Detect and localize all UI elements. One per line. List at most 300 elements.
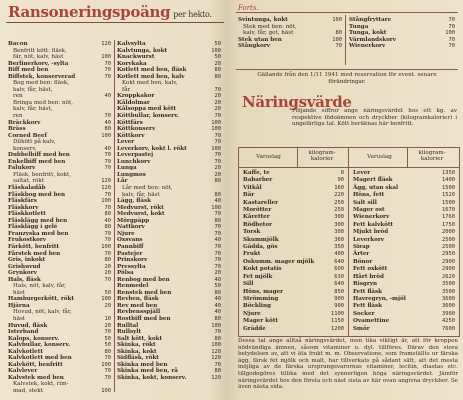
item-name: Renmedel <box>117 283 149 290</box>
item-name: Grädde <box>243 325 266 332</box>
item-name: Skinka med ben <box>117 361 168 368</box>
item-value: 0 <box>340 170 344 176</box>
item-value: 70 <box>214 257 221 264</box>
closing-paragraph: Dessa tal ange alltså näringsvärdet, men tika viktigt är, att för kroppen nödvändiga ämnen, såsom vitaminer o. dyl. tillföres. Därav den stora betydelsen av, att vi äta frukt m. m. Observatione, som framställts ur färska ägg, färsk fet mjölk och malt, har tillverkats på sådant sätt, att det mesta möjliga av de färska ursprungsvarornas vitaminer, lecitin, diastas etc. tillgodogöres tillika med det synnerligen höga näringsvärdet. Jämför näringsvärdet hos den första och näst sista av här ovan angivna dryckber. Se även nästa sida. <box>238 338 458 391</box>
item-name: Lår <box>117 178 128 185</box>
item-name: Hjärna <box>8 302 30 309</box>
item-value: 40 <box>214 296 221 303</box>
item-name: Sirap <box>353 244 370 251</box>
item-name: Rullsylt <box>117 329 142 336</box>
item-value: 70 <box>214 250 221 257</box>
item-name: Hårt bröd <box>353 273 384 280</box>
item-name: häst <box>13 289 26 296</box>
item-value: 100 <box>445 30 455 37</box>
item-value: 50 <box>214 283 221 290</box>
item-value: 20 <box>214 171 221 178</box>
list-item <box>8 388 111 395</box>
item-name: Bacon <box>8 41 28 47</box>
list-item <box>243 214 344 221</box>
page-title-naringsvarde: Näringsvärde <box>242 93 352 111</box>
item-name: Kalvbullar, konserv. <box>8 342 71 349</box>
item-value: 1100 <box>331 310 344 317</box>
item-name: Stek med ben: nöt, <box>243 23 297 30</box>
item-value: 40 <box>214 237 221 244</box>
points-column-1 <box>8 41 111 395</box>
item-name: Tunga, kokt <box>349 30 387 37</box>
list-item <box>243 244 344 251</box>
item-value: 100 <box>101 243 111 250</box>
list-item <box>243 259 344 266</box>
item-name: Lunga <box>117 165 137 172</box>
item-name: Pressylta <box>117 263 146 270</box>
list-item <box>353 311 455 318</box>
item-name: Smör <box>353 325 370 332</box>
item-name: kalv, får, häst, <box>13 86 53 93</box>
list-item <box>353 177 455 184</box>
item-name: Fett oxkött <box>353 266 388 273</box>
validity-note: Gällande från den 1/11 1941 med reservation för event. senare förändringar. <box>257 72 437 85</box>
list-item <box>243 222 344 229</box>
item-name: Leverkorv <box>353 236 385 243</box>
item-name: Bönor <box>353 258 373 265</box>
item-value: 100 <box>332 17 342 23</box>
item-name: Havregryn, -mjöl <box>353 295 406 302</box>
item-value: 1670 <box>442 207 455 214</box>
item-name: Franzyska med ben <box>8 230 69 237</box>
item-value: 100 <box>101 296 111 303</box>
item-name: Rödbetor <box>243 221 273 228</box>
item-name: Fet mjölk <box>243 273 273 280</box>
item-value: 80 <box>214 73 221 80</box>
item-name: Kalvkotlett <box>8 348 43 355</box>
list-item <box>353 303 455 310</box>
item-name: Magert fläsk <box>353 177 393 184</box>
item-name: Leverkorv, kokt l. rökt <box>117 145 187 152</box>
list-item <box>353 266 455 273</box>
item-value: 3500 <box>442 288 455 295</box>
list-item <box>353 237 455 244</box>
item-value: 640 <box>334 281 344 288</box>
item-value: 1350 <box>442 170 455 176</box>
list-item <box>243 266 344 273</box>
item-value: 70 <box>214 211 221 218</box>
item-value: 2500 <box>442 236 455 243</box>
page-title-ransoneringspoang <box>8 3 212 21</box>
item-name: Bog med ben: fläsk, <box>13 80 70 87</box>
list-item <box>353 251 455 258</box>
item-value: 20 <box>104 263 111 270</box>
item-name: kalv, får, häst, <box>13 106 53 113</box>
item-name: Biffstek, konserverad <box>8 73 76 80</box>
item-name: Kalvsylta <box>117 41 146 47</box>
item-value: 3900 <box>442 310 455 317</box>
item-value: 70 <box>104 368 111 375</box>
item-name: Fläskfärs <box>8 198 37 205</box>
item-name: Oskumm. mager mjölk <box>243 258 315 265</box>
item-value: 80 <box>104 126 111 133</box>
item-name: Fläskkorv <box>8 204 39 211</box>
item-value: 80 <box>214 368 221 375</box>
item-name: saltat, rökt <box>13 178 45 185</box>
item-name: Kastareller <box>243 199 279 206</box>
item-value: 70 <box>214 361 221 368</box>
item-value: 100 <box>101 361 111 368</box>
item-value: 1150 <box>331 318 344 325</box>
item-name: Morötter <box>243 207 272 214</box>
nutrition-column-2 <box>353 170 455 333</box>
item-value: 300 <box>334 221 344 228</box>
title-text: Ransoneringspoäng <box>8 3 171 21</box>
list-item <box>353 326 455 333</box>
item-value: 70 <box>104 191 111 198</box>
item-value: 50 <box>214 41 221 47</box>
item-name: Wienerkorv <box>349 43 386 50</box>
item-value: 70 <box>335 43 342 50</box>
item-value: 70 <box>448 17 455 23</box>
item-value: 40 <box>104 145 111 152</box>
item-name: Bräckkorv <box>8 119 41 126</box>
item-name: Köttfärs <box>117 119 143 126</box>
item-value: 20 <box>214 270 221 277</box>
item-name: Skinka, kokt, konserv. <box>117 374 187 381</box>
list-item <box>243 326 344 333</box>
item-value: 80 <box>104 257 111 264</box>
item-value: 80 <box>104 224 111 231</box>
item-name: Medvurst, rökt <box>117 204 164 211</box>
item-name: Torsk <box>243 229 261 236</box>
item-value: 2000 <box>442 229 455 236</box>
continued-box <box>236 12 458 70</box>
item-name: ren <box>13 93 23 100</box>
item-value: 70 <box>104 165 111 172</box>
item-name: Enkelbiff med ben <box>8 158 66 165</box>
item-name: Ägg, utan skal <box>353 184 399 191</box>
item-name: Strömming <box>243 295 279 302</box>
item-value: 100 <box>211 204 221 211</box>
item-name: Fläskbog med ben <box>8 191 66 198</box>
item-value: 1500 <box>442 199 455 206</box>
item-value: 40 <box>214 302 221 309</box>
table-center-divider <box>348 148 349 336</box>
list-item <box>243 303 344 310</box>
item-name: Dilkött på kalv, <box>13 139 56 146</box>
item-name: Skinka, kokt <box>117 348 157 355</box>
list-item <box>353 192 455 199</box>
item-value: 400 <box>334 251 344 258</box>
item-name: får <box>122 86 131 93</box>
item-name: Grishuvud <box>8 263 41 270</box>
item-name: Prinskorv <box>117 257 148 264</box>
item-value: 350 <box>334 244 344 251</box>
item-name: Rostbiff med ben <box>117 315 171 322</box>
item-name: Kalvkotlett med ben <box>8 355 72 362</box>
item-value: 70 <box>104 250 111 257</box>
header-divider-1 <box>297 148 298 167</box>
item-value: 80 <box>104 348 111 355</box>
item-name: Isterband <box>8 329 39 336</box>
item-name: Vitkål <box>243 184 262 191</box>
item-value: 70 <box>104 113 111 120</box>
item-name: Sidfläsk, rökt <box>117 355 159 362</box>
item-name: Hovud, nöt, kalv, får, <box>13 309 72 316</box>
item-value: 70 <box>104 158 111 165</box>
list-item <box>243 251 344 258</box>
points-column-2 <box>117 41 221 381</box>
continued-column-2 <box>349 17 455 50</box>
item-value: 100 <box>211 126 221 133</box>
list-item <box>243 274 344 281</box>
item-value: 80 <box>104 211 111 218</box>
item-value: 2950 <box>442 251 455 258</box>
item-name: Färkött, benfritt <box>8 243 60 250</box>
item-name: Kåretter <box>243 214 270 221</box>
item-name: Dubbelbiff med ben <box>8 152 70 159</box>
list-item <box>243 281 344 288</box>
list-item <box>243 200 344 207</box>
title-subtitle: per hekto. <box>173 10 212 19</box>
item-value: 360 <box>334 236 344 243</box>
item-name: Revben, fläsk <box>117 296 159 303</box>
item-value: 70 <box>104 204 111 211</box>
continued-label: Forts. <box>238 4 259 12</box>
item-value: 300 <box>334 229 344 236</box>
right-page <box>232 0 463 400</box>
item-value: 20 <box>104 322 111 329</box>
item-name: Kroppkakor <box>117 93 155 100</box>
item-name: Risgryn <box>353 281 378 288</box>
item-name: Lungmos <box>117 171 146 178</box>
item-name: Frukt <box>243 251 261 258</box>
item-value: 80 <box>214 289 221 296</box>
item-value: 1400 <box>442 177 455 184</box>
item-value: 70 <box>448 23 455 30</box>
item-name: Svintunga, kokt <box>238 17 288 23</box>
item-value: 100 <box>101 198 111 205</box>
item-value: 70 <box>214 263 221 270</box>
item-value: 70 <box>214 243 221 250</box>
item-value: 1200 <box>331 325 344 332</box>
column-divider <box>114 40 115 392</box>
item-value: 4250 <box>442 318 455 325</box>
item-name: Mager ost <box>353 207 385 214</box>
item-value: 1500 <box>442 184 455 191</box>
item-name: Kalvstek med ben <box>8 374 64 381</box>
item-value: 40 <box>214 309 221 316</box>
item-name: Kokt med ben, kalv, <box>122 80 178 87</box>
item-value: 2900 <box>442 258 455 265</box>
item-name: Köttbullar, konserv. <box>117 113 179 120</box>
item-value: 120 <box>211 374 221 381</box>
item-value: 80 <box>214 191 221 198</box>
item-value: 1520 <box>442 192 455 199</box>
item-name: Köttkonserv <box>117 126 156 133</box>
item-name: Kalvtunga, kokt <box>117 47 168 54</box>
item-name: Bär <box>243 192 255 199</box>
item-value: 300 <box>334 214 344 221</box>
item-value: 120 <box>101 185 111 192</box>
item-name: Oxsvans <box>117 237 143 244</box>
item-name: Bräss <box>8 126 26 133</box>
list-item <box>353 229 455 236</box>
item-value: 70 <box>104 73 111 80</box>
item-name: Kaffe, te <box>243 170 270 176</box>
item-name: ren <box>13 113 23 120</box>
list-item <box>243 237 344 244</box>
item-value: 100 <box>332 36 342 43</box>
item-value: 70 <box>104 374 111 381</box>
list-item <box>243 185 344 192</box>
item-name: Ärter <box>353 251 370 258</box>
item-value: 70 <box>104 237 111 244</box>
header-varuslag-1: Varuslag <box>256 154 281 160</box>
item-name: Revbensspjäll <box>117 309 161 316</box>
item-name: Korvkaka <box>117 60 147 67</box>
item-name: Kåldolmar <box>117 99 150 106</box>
list-item <box>243 177 344 184</box>
item-name: Kotlett med ben, fläsk <box>117 67 187 74</box>
item-name: Mager kött <box>243 318 278 325</box>
item-value: 120 <box>211 355 221 362</box>
item-value: 2500 <box>442 244 455 251</box>
item-name: Salt kött, kokt <box>117 335 163 342</box>
header-kalorier-1: kilogram-kalorier <box>308 150 336 163</box>
list-item <box>353 289 455 296</box>
item-name: kalv, får, häst <box>122 191 160 198</box>
item-name: Kalvlever <box>8 368 38 375</box>
item-name: mad, stekt <box>13 387 43 394</box>
item-name: Fläskaladåb <box>8 185 46 192</box>
item-name: Lunchkorv <box>117 158 151 165</box>
item-value: 40 <box>104 119 111 126</box>
item-name: Renbog med ben <box>117 276 170 283</box>
item-value: 250 <box>334 199 344 206</box>
item-value: 70 <box>214 224 221 231</box>
item-value: 70 <box>214 86 221 93</box>
item-name: Fläsklägg med ben <box>8 217 68 224</box>
item-value: 70 <box>214 132 221 139</box>
item-name: Mjukt bröd <box>353 229 389 236</box>
item-name: Nattkorv <box>117 224 145 231</box>
item-value: 70 <box>104 276 111 283</box>
item-name: Hals, fläsk <box>8 276 41 283</box>
list-item <box>353 214 455 221</box>
item-name: Stek utan ben <box>238 36 282 43</box>
continued-column-1 <box>238 17 342 50</box>
list-item <box>349 43 455 50</box>
list-item <box>353 274 455 281</box>
item-value: 70 <box>104 152 111 159</box>
list-item <box>117 375 221 382</box>
title-rule <box>6 22 224 23</box>
item-value: 3500 <box>442 281 455 288</box>
item-value: 3600 <box>442 303 455 310</box>
item-name: Frukostkorv <box>8 237 47 244</box>
item-value: 250 <box>334 207 344 214</box>
list-item <box>243 192 344 199</box>
list-item <box>243 311 344 318</box>
item-value: 40 <box>214 276 221 283</box>
item-value: 80 <box>214 315 221 322</box>
item-value: 20 <box>214 60 221 67</box>
item-name: häst <box>13 315 26 322</box>
item-name: Njure <box>243 310 261 317</box>
item-value: 80 <box>214 67 221 74</box>
item-name: Socker <box>353 310 375 317</box>
item-value: 50 <box>104 335 111 342</box>
item-value: 70 <box>104 60 111 67</box>
item-value: 1760 <box>442 214 455 221</box>
item-name: Wienerkorv <box>353 214 390 221</box>
item-value: 20 <box>214 99 221 106</box>
item-name: Skinka med ben, rå <box>117 368 178 375</box>
item-value: 40 <box>104 217 111 224</box>
list-item <box>243 289 344 296</box>
item-value: 220 <box>334 192 344 199</box>
item-name: Fårstek med ben <box>8 250 61 257</box>
item-name: Hals, nöt, kalv, får, <box>13 283 67 290</box>
list-item <box>238 43 342 50</box>
header-varuslag-2: Varuslag <box>367 154 392 160</box>
item-name: Köttkorv <box>117 132 145 139</box>
item-name: Skinka, rökt <box>117 342 156 349</box>
item-name: Värmlandskorv <box>349 36 396 43</box>
item-value: 40 <box>214 198 221 205</box>
item-name: Gris, inkokt <box>8 257 46 264</box>
item-value: 80 <box>335 30 342 37</box>
item-name: Kalvstek, kokt, rim- <box>13 381 69 388</box>
item-value: 100 <box>211 342 221 349</box>
list-item <box>243 229 344 236</box>
item-name: Gädda, gös <box>243 244 278 251</box>
item-name: Skummjölk <box>243 236 279 243</box>
item-name: Njure <box>117 230 135 237</box>
item-name: Leverpastej <box>117 152 154 159</box>
item-value: 70 <box>214 158 221 165</box>
item-value: 100 <box>211 145 221 152</box>
item-value: 100 <box>101 132 111 139</box>
item-value: 20 <box>214 165 221 172</box>
item-value: 90 <box>337 177 344 184</box>
item-value: 50 <box>104 289 111 296</box>
item-name: Lägg, fläsk <box>117 198 151 205</box>
item-name: Fett fläsk <box>353 288 383 295</box>
list-item <box>353 207 455 214</box>
item-name: Rev med ben <box>117 302 158 309</box>
item-name: Knackwurst <box>117 54 155 61</box>
list-item <box>353 200 455 207</box>
item-value: 600 <box>334 266 344 273</box>
item-name: Tunga <box>349 23 369 30</box>
item-value: 120 <box>101 41 111 47</box>
item-value: 10 <box>104 315 111 322</box>
item-value: 100 <box>101 387 111 394</box>
item-value: 20 <box>104 270 111 277</box>
item-value: 40 <box>104 93 111 100</box>
item-name: Salt sill <box>353 199 377 206</box>
item-name: Medvurst, kokt <box>117 211 165 218</box>
item-name: Höns, fett <box>353 192 385 199</box>
nutrition-column-1 <box>243 170 344 333</box>
item-name: Fett kalvkött <box>353 221 393 228</box>
item-name: Stångfryttare <box>349 17 392 23</box>
item-name: Falukorv <box>8 165 36 172</box>
item-name: Pannbiff <box>117 243 144 250</box>
item-value: 900 <box>334 295 344 302</box>
item-value: 70 <box>214 139 221 146</box>
item-value: 120 <box>101 178 111 185</box>
item-name: Ovamettine <box>353 318 390 325</box>
item-name: Renstek med ben <box>117 289 172 296</box>
